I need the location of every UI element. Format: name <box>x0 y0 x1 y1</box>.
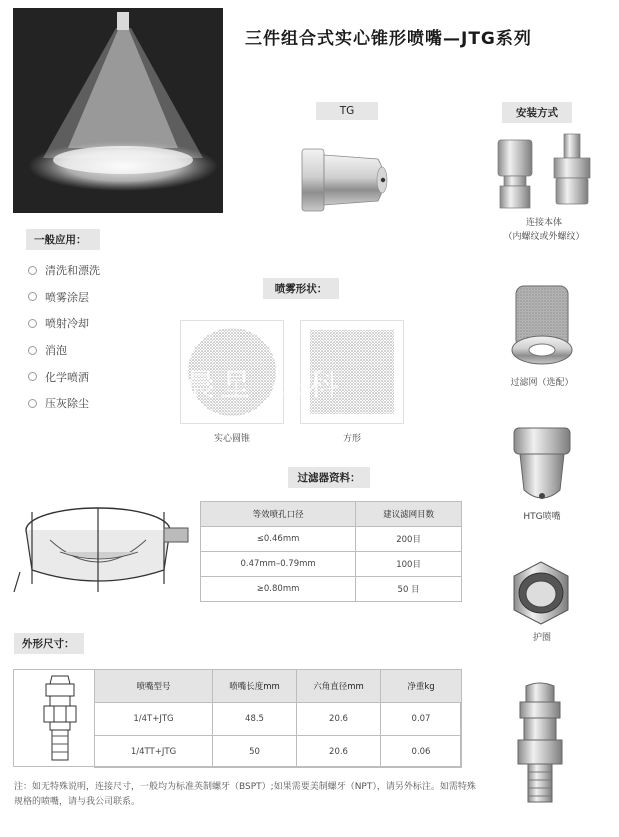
square-caption: 方形 <box>342 434 361 444</box>
connector-body-image <box>492 132 602 214</box>
table-row: 1/4TT+JTG 50 20.6 0.06 <box>95 736 462 768</box>
circle-bullet-icon <box>28 372 37 381</box>
circle-bullet-icon <box>28 399 37 408</box>
dimensions-heading: 外形尺寸： <box>14 633 84 654</box>
retainer-ring-image <box>506 558 576 628</box>
table-row: 1/4T+JTG 48.5 20.6 0.07 <box>95 703 462 736</box>
nozzle-label: TG <box>316 102 378 120</box>
install-heading: 安装方式 <box>502 102 572 123</box>
dimensions-panel <box>13 669 461 767</box>
install-caption-line1: 连接本体 <box>525 218 562 228</box>
page-title: 三件组合式实心锥形喷嘴—JTG系列 <box>245 29 532 49</box>
filter-screen-caption: 过滤网（选配） <box>510 378 574 388</box>
spray-cone-image <box>13 8 223 213</box>
list-item: 清洗和漂洗 <box>28 257 100 284</box>
filter-basket-image <box>10 492 190 602</box>
nozzle-outline-drawing <box>40 674 80 764</box>
spray-heading: 喷雾形状： <box>263 278 339 299</box>
circle-bullet-icon <box>28 346 37 355</box>
table-row: ≤0.46mm 200目 <box>201 527 462 552</box>
table-row: 0.47mm–0.79mm 100目 <box>201 552 462 577</box>
list-item: 喷雾涂层 <box>28 284 100 311</box>
applications-list <box>28 257 100 417</box>
filter-screen-image <box>508 282 576 370</box>
applications-heading: 一般应用： <box>26 229 100 250</box>
tg-nozzle-image <box>298 145 398 215</box>
filter-heading: 过滤器资料： <box>288 467 370 488</box>
footnote: 注：如无特殊说明，连接尺寸，一般均为标准英制螺牙（BSPT）;如果需要美制螺牙（NPT），请另外标注。如需特殊规格的喷嘴，请与我公司联系。 <box>14 782 476 807</box>
circle-bullet-icon <box>28 319 37 328</box>
htg-nozzle-image <box>508 424 576 510</box>
dimensions-table: 喷嘴型号 喷嘴长度mm 六角直径mm 净重kg 1/4T+JTG 48.5 20.6 0.07 1/4TT+JTG 50 20.6 0.06 <box>94 669 462 768</box>
spray-photo <box>13 8 223 213</box>
table-row: ≥0.80mm 50 目 <box>201 577 462 602</box>
list-item: 喷射冷却 <box>28 310 100 337</box>
circle-bullet-icon <box>28 266 37 275</box>
list-item: 消泡 <box>28 337 100 364</box>
filter-table <box>200 501 462 602</box>
watermark-text: 晨星 保科 <box>185 368 345 403</box>
filter-col-diameter: 等效喷孔口径 <box>201 502 356 527</box>
install-caption-line2: （内螺纹或外螺纹） <box>503 232 585 242</box>
list-item: 压灰除尘 <box>28 390 100 417</box>
assembled-nozzle-image <box>510 680 570 806</box>
solid-cone-caption: 实心圆锥 <box>213 434 250 444</box>
circle-bullet-icon <box>28 292 37 301</box>
retainer-ring-caption: 护圈 <box>532 633 551 643</box>
list-item: 化学喷洒 <box>28 363 100 390</box>
filter-col-mesh: 建议滤网目数 <box>356 502 462 527</box>
htg-nozzle-caption: HTG喷嘴 <box>523 512 561 522</box>
